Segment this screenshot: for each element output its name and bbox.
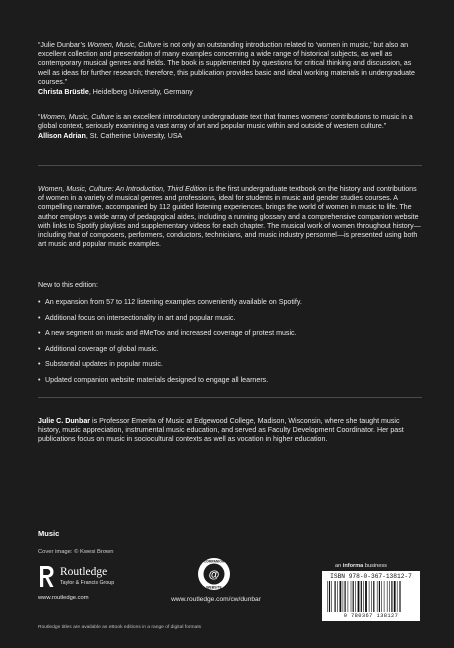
- informa-tagline: an informa business: [335, 563, 387, 569]
- barcode-bar: [381, 581, 382, 612]
- bullet-icon: •: [38, 375, 41, 384]
- publisher-group: Taylor & Francis Group: [60, 580, 115, 586]
- divider: [38, 165, 422, 166]
- praise-quote-1: [38, 41, 422, 97]
- bullet-icon: •: [38, 298, 41, 307]
- companion-bottom-label: WEBSITE: [206, 585, 222, 590]
- list-item: • Substantial updates in popular music.: [38, 360, 163, 369]
- bullet-icon: •: [38, 329, 41, 338]
- new-edition-heading: New to this edition:: [38, 281, 98, 289]
- author-bio: [38, 417, 422, 445]
- list-item: • Additional coverage of global music.: [38, 344, 159, 353]
- barcode-bar: [361, 581, 362, 612]
- barcode-bars: [326, 581, 416, 612]
- svg-text:@: @: [208, 569, 220, 581]
- praise-quote-2: [38, 113, 422, 142]
- barcode-bar: [355, 581, 356, 612]
- barcode-bar: [358, 581, 360, 612]
- barcode-bar: [365, 581, 367, 612]
- barcode-bar: [373, 581, 374, 612]
- barcode-digits: 9 780367 138127: [343, 613, 399, 619]
- barcode-bar: [351, 581, 352, 612]
- new-edition-list: [38, 298, 422, 385]
- new-edition-section: [38, 281, 422, 391]
- barcode-bar: [377, 581, 378, 612]
- bullet-icon: •: [38, 313, 41, 322]
- barcode-bar: [335, 581, 336, 612]
- publisher-url: www.routledge.com: [38, 595, 89, 601]
- description-text: is the first undergraduate textbook on the history and contributions of women in a variety of musical genres and professions, ideal for students in music and gender studies courses. A compelling narrative, accompanied by 112 guided listening experiences, brings the world of women in music to life. The author employs a wide array of pedagogical aides, including a running glossary and a comprehensive companion website with links to Spotify playlists and supplementary videos for each chapter. The musical work of women throughout history—including that of composers, performers, conductors, technicians, and music industry personnel—is presented using both art music and popular music examples.: [38, 185, 421, 249]
- praise-attribution: Christa Brüstle, Heidelberg University, Germany: [38, 88, 193, 97]
- cover-image-credit: Cover image: © Kwesi Brown: [38, 549, 114, 555]
- barcode-bar: [329, 581, 330, 612]
- publisher-name: Routledge: [60, 566, 108, 578]
- ebook-footnote: Routledge titles are available as eBook editions in a range of digital formats: [38, 625, 202, 630]
- barcode-bar: [389, 581, 390, 612]
- companion-website-icon: [197, 557, 231, 591]
- barcode-bar: [337, 581, 338, 612]
- praise-quote-text: “Julie Dunbar’s Women, Music, Culture is not only an outstanding introduction related to ‘women in music,’ but also an excellent collection and presentation of many examples concerning a wide range of historical subjects, as well as contemporary musical genres and fields. The book is supplemented by questions for critical thinking and discussion, as well as ideas for further research; therefore, this publication provides basic and ideal working materials in undergraduate courses.”: [38, 41, 415, 86]
- subject-category: Music: [38, 529, 60, 538]
- barcode-bar: [379, 581, 380, 612]
- barcode-bar: [345, 581, 346, 612]
- list-item: • Updated companion website materials designed to engage all learners.: [38, 375, 269, 384]
- barcode-bar: [327, 581, 328, 612]
- barcode-bar: [353, 581, 354, 612]
- book-description: [38, 185, 422, 249]
- isbn-number: ISBN 978-0-367-13812-7: [330, 573, 412, 580]
- barcode-bar: [387, 581, 388, 612]
- barcode-bar: [399, 581, 400, 612]
- barcode-bar: [343, 581, 344, 612]
- companion-top-label: COMPANION: [203, 559, 225, 564]
- publisher-logo: [38, 563, 158, 603]
- author-name: Julie C. Dunbar: [38, 417, 91, 425]
- routledge-r-icon: [38, 563, 56, 589]
- isbn-barcode: [322, 571, 420, 621]
- barcode-bar: [371, 581, 372, 612]
- bullet-icon: •: [38, 360, 41, 369]
- bullet-icon: •: [38, 344, 41, 353]
- list-item: • A new segment on music and #MeToo and increased coverage of protest music.: [38, 329, 297, 338]
- barcode-bar: [394, 581, 396, 612]
- author-bio-text: is Professor Emerita of Music at Edgewood College, Madison, Wisconsin, where she taught music history, music appreciation, instrumental music education, and served as Faculty Development Coordinator. Her past publications focus on music in sociocultural contexts as well as vocation in higher education.: [38, 417, 404, 444]
- barcode-bar: [397, 581, 398, 612]
- barcode-bar: [369, 581, 370, 612]
- barcode-bar: [391, 581, 392, 612]
- barcode-bar: [363, 581, 364, 612]
- barcode-bar: [384, 581, 385, 612]
- companion-url: www.routledge.com/cw/dunbar: [171, 596, 261, 603]
- divider: [38, 397, 422, 398]
- barcode-bar: [348, 581, 349, 612]
- list-item: • An expansion from 57 to 112 listening examples conveniently available on Spotify.: [38, 298, 302, 307]
- praise-attribution: Allison Adrian, St. Catherine University, USA: [38, 132, 183, 141]
- book-title: Women, Music, Culture: An Introduction, Third Edition: [38, 185, 207, 193]
- praise-quote-text: “Women, Music, Culture is an excellent introductory undergraduate text that frames womens’ contributions to music in a global context, seriously examining a vast array of art and popular music within and outside of western culture.”: [38, 113, 413, 131]
- barcode-bar: [340, 581, 342, 612]
- list-item: • Additional focus on intersectionality in art and popular music.: [38, 313, 236, 322]
- barcode-bar: [331, 581, 332, 612]
